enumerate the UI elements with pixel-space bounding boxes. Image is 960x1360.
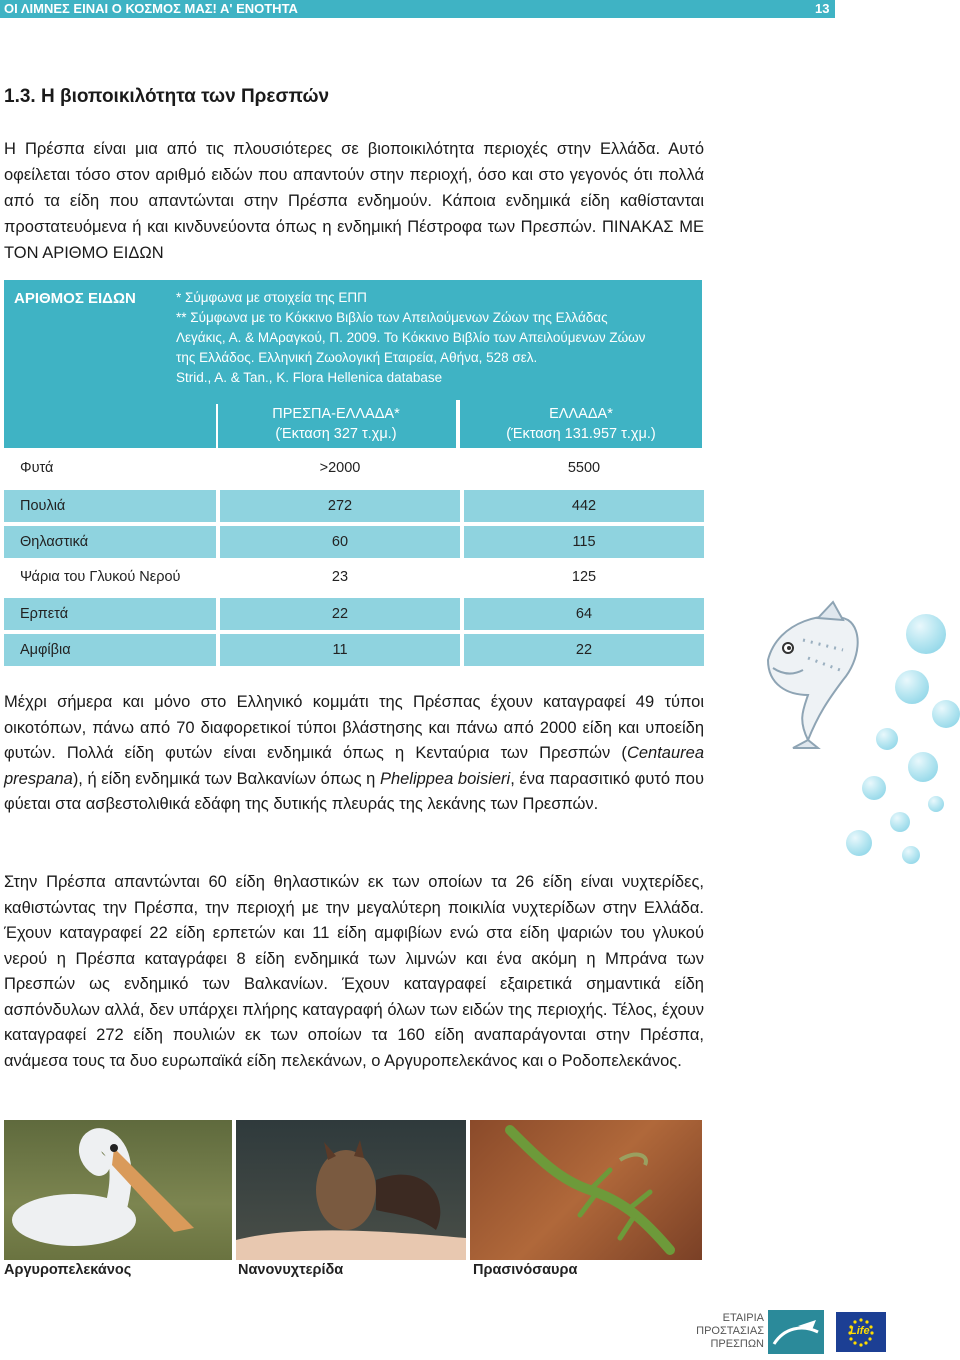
row-greece-value: 125 [571, 569, 597, 585]
flora-text-1: Μέχρι σήμερα και μόνο στο Ελληνικό κομμάτι της Πρέσπας έχουν καταγραφεί 49 τύποι οικοτόπων, πάνω από 70 διαφορετικοί τύποι βλάστησης και πάνω από 2000 είδη και υποείδη φυτών. Πολλά είδη φυτών είναι ενδημικά όπως η Κενταύρια των Πρεσπών ( [4, 693, 704, 762]
pelican-icon [4, 1120, 232, 1260]
bubble-decoration [895, 670, 929, 704]
row-prespa-value: 22 [220, 598, 460, 630]
note-line: * Σύμφωνα με στοιχεία της ΕΠΠ [176, 290, 367, 305]
eu-flag [836, 1312, 886, 1352]
column-header-prespa [216, 400, 456, 448]
row-category: Ψάρια του Γλυκού Νερού [20, 569, 181, 585]
row-prespa-value: 272 [220, 490, 460, 522]
column-divider [216, 404, 218, 448]
page-number: 13 [815, 1, 830, 16]
life-label: Life [850, 1325, 870, 1337]
column-header-prespa-line1: ΠΡΕΣΠΑ-ΕΛΛΑΔΑ* [272, 406, 400, 422]
spp-line3: ΠΡΕΣΠΩΝ [710, 1338, 764, 1350]
note-line: της Ελλάδος. Ελληνική Ζωολογική Εταιρεία, Αθήνα, 528 σελ. [176, 350, 538, 365]
pelican-logo-icon [768, 1310, 824, 1354]
column-header-greece-line2: (Έκταση 131.957 τ.χμ.) [506, 426, 656, 442]
row-category: Αμφίβια [4, 634, 216, 666]
pelican-caption: Αργυροπελεκάνος [4, 1262, 132, 1278]
header-title: ΟΙ ΛΙΜΝΕΣ ΕΙΝΑΙ Ο ΚΟΣΜΟΣ ΜΑΣ! Α' ΕΝΟΤΗΤΑ [4, 1, 298, 16]
paragraph-flora [4, 690, 704, 818]
table-title: ΑΡΙΘΜΟΣ ΕΙΔΩΝ [14, 290, 136, 307]
bubble-decoration [908, 752, 938, 782]
bat-icon [236, 1120, 466, 1260]
lizard-photo [470, 1120, 702, 1260]
bubble-decoration [932, 700, 960, 728]
table-row [4, 561, 704, 593]
trout-icon [748, 600, 868, 750]
lizard-icon [470, 1120, 702, 1260]
pelican-photo [4, 1120, 232, 1260]
table-notes [176, 288, 696, 388]
row-category: Φυτά [20, 460, 54, 476]
row-greece-value: 5500 [567, 460, 601, 476]
row-prespa-value: >2000 [319, 460, 361, 476]
flora-text-3: , ένα παρασιτικό φυτό που φύεται στα ασβεστολιθικά εδάφη της δυτικής πλευράς της λεκάνης των Πρεσπών. [4, 769, 704, 813]
column-header-greece [460, 400, 702, 448]
spp-logo-text [690, 1312, 764, 1351]
row-category: Πουλιά [4, 490, 216, 522]
row-category: Ερπετά [4, 598, 216, 630]
bat-caption: Νανονυχτερίδα [238, 1262, 344, 1278]
section-title: 1.3. Η βιοποικιλότητα των Πρεσπών [4, 86, 330, 107]
note-line: ** Σύμφωνα με το Κόκκινο Βιβλίο των Απειλούμενων Ζώων της Ελλάδας [176, 310, 608, 325]
trout-illustration [748, 600, 868, 750]
bat-photo [236, 1120, 466, 1260]
bubble-decoration [902, 846, 920, 864]
intro-table-ref: ΠΙΝΑΚΑΣ ΜΕ ΤΟΝ ΑΡΙΘΜΟ ΕΙΔΩΝ [4, 218, 704, 262]
bubble-decoration [862, 776, 886, 800]
table-row [4, 490, 704, 522]
flora-species-2: Phelippea boisieri [379, 769, 511, 788]
header-bar [0, 0, 835, 18]
row-greece-value: 442 [464, 490, 704, 522]
bubble-decoration [906, 614, 946, 654]
bubble-decoration [846, 830, 872, 856]
flora-species-1: Centaurea prespana [4, 744, 704, 788]
column-header-prespa-line2: (Έκταση 327 τ.χμ.) [275, 426, 397, 442]
table-row [4, 598, 704, 630]
flora-text-2: ), ή είδη ενδημικά των Βαλκανίων όπως η [72, 769, 380, 788]
bubble-decoration [928, 796, 944, 812]
table-row [4, 452, 704, 484]
intro-paragraph [4, 136, 704, 266]
spp-line2: ΠΡΟΣΤΑΣΙΑΣ [696, 1325, 764, 1337]
note-line: Λεγάκις, Α. & ΜΑραγκού, Π. 2009. Το Κόκκινο Βιβλίο των Απειλούμενων Ζώων [176, 330, 646, 345]
intro-text: Η Πρέσπα είναι μια από τις πλουσιότερες σε βιοποικιλότητα περιοχές στην Ελλάδα. Αυτό οφείλεται τόσο στον αριθμό ειδών που απαντούν στην περιοχή, όσο και στο γεγονός ότι πολλά από τα είδη που απαντώνται στην Πρέσπα ενδημούν. Κάποια ενδημικά είδη καθίστανται προστατευόμενα ή και κινδυνεύοντα όπως η ενδημική Πέστροφα των Πρεσπών. [4, 140, 704, 236]
lizard-caption: Πρασινόσαυρα [473, 1262, 578, 1278]
spp-logo [768, 1310, 824, 1354]
row-greece-value: 22 [464, 634, 704, 666]
note-line: Strid., A. & Tan., K. Flora Hellenica database [176, 370, 443, 385]
row-greece-value: 115 [464, 526, 704, 558]
spp-line1: ΕΤΑΙΡΙΑ [722, 1312, 764, 1324]
column-header-greece-line1: ΕΛΛΑΔΑ* [549, 406, 613, 422]
row-category: Θηλαστικά [4, 526, 216, 558]
paragraph-fauna: Στην Πρέσπα απαντώνται 60 είδη θηλαστικών εκ των οποίων τα 26 είδη είναι νυχτερίδες, καθιστώντας την Πρέσπα, την περιοχή με την μεγαλύτερη ποικιλία νυχτερίδων στην Ελλάδα. Έχουν καταγραφεί 22 είδη ερπετών και 11 είδη αμφιβίων ενώ στα είδη ψαριών του γλυκού νερού η Πρέσπα καταγράφει 8 είδη ενδημικά των λιμνών και ένα ακόμη η Μπράνα των Πρεσπών ως ενδημικό των Βαλκανίων. Έχουν καταγραφεί εξαιρετικά σημαντικά είδη ασπόνδυλων αλλά, δεν υπάρχει πλήρης καταγραφή όλων των ειδών της περιοχής. Τέλος, έχουν καταγραφεί 272 είδη πουλιών εκ των οποίων τα 160 είδη αναπαράγονται στην Πρέσπα, ανάμεσα τους τα δυο ευρωπαϊκά είδη πελεκάνων, ο Αργυροπελεκάνος και ο Ροδοπελεκάνος. [4, 873, 704, 1070]
row-prespa-value: 11 [220, 634, 460, 666]
bubble-decoration [890, 812, 910, 832]
row-greece-value: 64 [464, 598, 704, 630]
table-notes-cell [176, 280, 702, 400]
row-prespa-value: 23 [331, 569, 349, 585]
bubble-decoration [876, 728, 898, 750]
table-row [4, 526, 704, 558]
row-prespa-value: 60 [220, 526, 460, 558]
table-row [4, 634, 704, 666]
